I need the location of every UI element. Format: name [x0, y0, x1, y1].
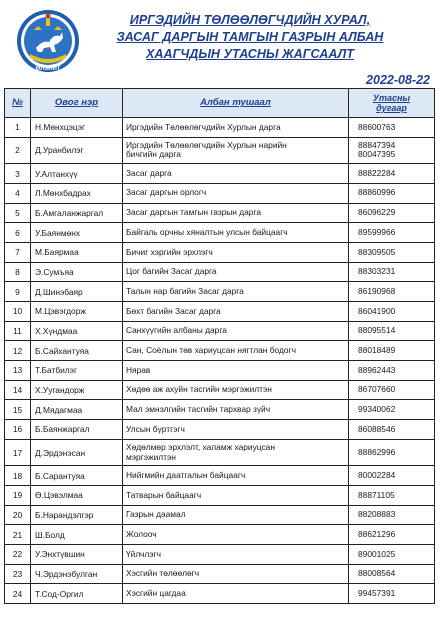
row-number: 23 [5, 564, 31, 584]
employee-position [123, 203, 349, 223]
table-row [5, 341, 435, 361]
header-num: № [5, 89, 31, 118]
phone-number: 88860996 [358, 187, 396, 198]
emblem-label: ӨЛЗИЙТ [35, 66, 61, 72]
phone-number: 89599966 [358, 226, 396, 237]
employee-phone [349, 137, 435, 164]
phone-number: 86096229 [358, 207, 396, 218]
employee-name: Э.Сумъяа [31, 262, 123, 282]
employee-phone [349, 183, 435, 203]
employee-position [123, 525, 349, 545]
row-number: 8 [5, 262, 31, 282]
table-row [5, 262, 435, 282]
employee-phone [349, 242, 435, 262]
employee-phone [349, 486, 435, 506]
employee-phone [349, 466, 435, 486]
table-row [5, 439, 435, 466]
phone-number: 88095514 [358, 325, 396, 336]
row-number: 13 [5, 361, 31, 381]
employee-phone [349, 341, 435, 361]
employee-name: Д.Шинэбаяр [31, 282, 123, 302]
row-number: 11 [5, 321, 31, 341]
employee-phone [349, 361, 435, 381]
employee-name: Б.Сарантуяа [31, 466, 123, 486]
title-line-3: ХААГЧДЫН УТАСНЫ ЖАГСААЛТ [146, 47, 354, 61]
position-line: Улсын бүртгэгч [126, 423, 185, 434]
employee-name: Д.Эрдэнэсан [31, 439, 123, 466]
table-row [5, 380, 435, 400]
position-line: Засаг даргын орлогч [126, 187, 207, 198]
position-line: Засаг даргын тамгын газрын дарга [126, 207, 261, 218]
row-number: 4 [5, 183, 31, 203]
row-number: 15 [5, 400, 31, 420]
table-row [5, 118, 435, 138]
phone-number: 88822284 [358, 167, 396, 178]
employee-position [123, 380, 349, 400]
phone-number: 88871105 [358, 489, 395, 500]
position-line: Цог багийн Засаг дарга [126, 266, 217, 277]
row-number: 12 [5, 341, 31, 361]
phone-number: 88600763 [358, 121, 396, 132]
phone-number: 88862996 [358, 446, 396, 457]
position-line: Газрын даамал [126, 509, 186, 520]
employee-name: У.Баянмөнх [31, 223, 123, 243]
phone-number: 88008564 [358, 568, 396, 579]
employee-name: Б.Сайхантуяа [31, 341, 123, 361]
table-row [5, 420, 435, 440]
employee-name: Т.Батбилэг [31, 361, 123, 381]
row-number: 24 [5, 584, 31, 604]
table-row [5, 400, 435, 420]
employee-phone [349, 282, 435, 302]
phone-number: 86041900 [358, 305, 396, 316]
row-number: 10 [5, 302, 31, 322]
row-number: 1 [5, 118, 31, 138]
position-line: Хэсгийн цагдаа [126, 588, 186, 599]
row-number: 7 [5, 242, 31, 262]
employee-position [123, 223, 349, 243]
employee-name: Б.Нарандэлгэр [31, 505, 123, 525]
employee-name: Ө.Цэвэлмаа [31, 486, 123, 506]
employee-position [123, 584, 349, 604]
table-row [5, 203, 435, 223]
employee-position [123, 545, 349, 565]
employee-position [123, 341, 349, 361]
header-position: Албан тушаал [123, 89, 349, 118]
header-name: Овог нэр [31, 89, 123, 118]
employee-name: Д.Уранбилэг [31, 137, 123, 164]
employee-phone [349, 420, 435, 440]
employee-name: Н.Мөнхцэцэг [31, 118, 123, 138]
position-line: Жолооч [126, 528, 157, 539]
employee-phone [349, 439, 435, 466]
employee-position [123, 420, 349, 440]
position-line: Үйлчлэгч [126, 548, 161, 559]
position-line: бичгийн дарга [126, 149, 181, 160]
employee-position [123, 400, 349, 420]
employee-position [123, 439, 349, 466]
employee-name: Ш.Болд [31, 525, 123, 545]
employee-position [123, 118, 349, 138]
employee-phone [349, 564, 435, 584]
position-line: Иргэдийн Төлөөлөгчдийн Хурлын дарга [126, 121, 281, 132]
row-number: 14 [5, 380, 31, 400]
employee-position [123, 282, 349, 302]
row-number: 3 [5, 164, 31, 184]
employee-phone [349, 400, 435, 420]
employee-position [123, 164, 349, 184]
title-line-1: ИРГЭДИЙН ТӨЛӨӨЛӨГЧДИЙН ХУРАЛ, [129, 13, 371, 27]
position-line: Хөдөө аж ахуйн тасгийн мэргэжилтэн [126, 384, 272, 395]
phone-number: 88309505 [358, 246, 396, 257]
table-row [5, 486, 435, 506]
employee-phone [349, 321, 435, 341]
employee-name: Х.Уугандорж [31, 380, 123, 400]
employee-name: Д.Мядагмаа [31, 400, 123, 420]
row-number: 5 [5, 203, 31, 223]
position-line: Хөдөлмөр эрхлэлт, халамж хариуцсан [126, 442, 275, 453]
row-number: 16 [5, 420, 31, 440]
employee-phone [349, 262, 435, 282]
employee-phone [349, 302, 435, 322]
row-number: 2 [5, 137, 31, 164]
phone-number: 99457391 [358, 588, 396, 599]
phone-number: 99340062 [358, 404, 396, 415]
phone-number: 88847394 [358, 139, 396, 150]
table-body [5, 118, 435, 604]
employee-name: Ч.Эрдэнэбулган [31, 564, 123, 584]
employee-position [123, 302, 349, 322]
table-row [5, 137, 435, 164]
position-line: Засаг дарга [126, 167, 172, 178]
employee-phone [349, 525, 435, 545]
employee-name: У.Энхтүвшин [31, 545, 123, 565]
table-row [5, 545, 435, 565]
position-line: мэргэжилтэн [126, 451, 176, 462]
table-row [5, 223, 435, 243]
employee-phone [349, 584, 435, 604]
employee-position [123, 564, 349, 584]
table-row [5, 466, 435, 486]
table-row [5, 361, 435, 381]
phone-number: 80002284 [358, 469, 396, 480]
employee-position [123, 361, 349, 381]
row-number: 22 [5, 545, 31, 565]
employee-name: М.Баярмаа [31, 242, 123, 262]
phone-directory-table [4, 88, 435, 604]
employee-name: Л.Мөнхбадрах [31, 183, 123, 203]
employee-phone [349, 545, 435, 565]
row-number: 21 [5, 525, 31, 545]
employee-phone [349, 118, 435, 138]
phone-number: 89001025 [358, 548, 396, 559]
position-line: Сан, Соёлын төв хариуцсан нягтлан бодогч [126, 344, 296, 355]
employee-position [123, 321, 349, 341]
table-row [5, 564, 435, 584]
phone-number: 88018489 [358, 344, 396, 355]
table-row [5, 321, 435, 341]
soum-emblem [16, 8, 80, 74]
row-number: 17 [5, 439, 31, 466]
employee-position [123, 242, 349, 262]
position-line: Санхүүгийн албаны дарга [126, 325, 227, 336]
phone-number: 88208883 [358, 509, 396, 520]
row-number: 19 [5, 486, 31, 506]
table-row [5, 282, 435, 302]
table-header-row [5, 89, 435, 118]
table-row [5, 584, 435, 604]
employee-phone [349, 203, 435, 223]
table-row [5, 183, 435, 203]
document-title [100, 12, 400, 63]
employee-phone [349, 380, 435, 400]
header-phone-label: Утасны дугаар [372, 93, 411, 113]
phone-number: 86088546 [358, 423, 396, 434]
employee-phone [349, 505, 435, 525]
employee-position [123, 486, 349, 506]
table-row [5, 164, 435, 184]
phone-number: 80047395 [358, 149, 396, 160]
row-number: 18 [5, 466, 31, 486]
employee-name: М.Цэвэгдорж [31, 302, 123, 322]
table-row [5, 302, 435, 322]
employee-name: У.Алтанхүү [31, 164, 123, 184]
phone-number: 86190968 [358, 285, 396, 296]
phone-number: 88621296 [358, 528, 396, 539]
employee-phone [349, 164, 435, 184]
position-line: Татварын байцаагч [126, 489, 202, 500]
employee-position [123, 262, 349, 282]
employee-name: Б.Амгаланжаргал [31, 203, 123, 223]
position-line: Нярав [126, 364, 151, 375]
employee-name: Х.Хүндмаа [31, 321, 123, 341]
row-number: 6 [5, 223, 31, 243]
position-line: Нийгмийн даатгалын байцаагч [126, 469, 246, 480]
position-line: Бөхт багийн Засаг дарга [126, 305, 221, 316]
employee-position [123, 505, 349, 525]
position-line: Мал эмнэлгийн тасгийн тархвар зүйч [126, 404, 271, 415]
phone-number: 86707660 [358, 384, 396, 395]
header-phone [349, 89, 435, 118]
table-row [5, 242, 435, 262]
position-line: Талын нар багийн Засаг дарга [126, 285, 244, 296]
employee-position [123, 137, 349, 164]
document-date: 2022-08-22 [366, 73, 430, 87]
employee-position [123, 466, 349, 486]
phone-number: 88303231 [358, 266, 396, 277]
employee-position [123, 183, 349, 203]
position-line: Байгаль орчны хяналтын улсын байцаагч [126, 226, 288, 237]
row-number: 9 [5, 282, 31, 302]
position-line: Хэсгийн төлөөлөгч [126, 568, 200, 579]
position-line: Бичиг хэргийн эрхлэгч [126, 246, 213, 257]
table-row [5, 525, 435, 545]
title-line-2: ЗАСАГ ДАРГЫН ТАМГЫН ГАЗРЫН АЛБАН [116, 30, 384, 44]
phone-number: 88962443 [358, 364, 396, 375]
row-number: 20 [5, 505, 31, 525]
table-row [5, 505, 435, 525]
employee-phone [349, 223, 435, 243]
position-line: Иргэдийн Төлөөлөгчдийн Хурлын нарийн [126, 139, 287, 150]
employee-name: Т.Сод-Оргил [31, 584, 123, 604]
employee-name: Б.Баянжаргал [31, 420, 123, 440]
